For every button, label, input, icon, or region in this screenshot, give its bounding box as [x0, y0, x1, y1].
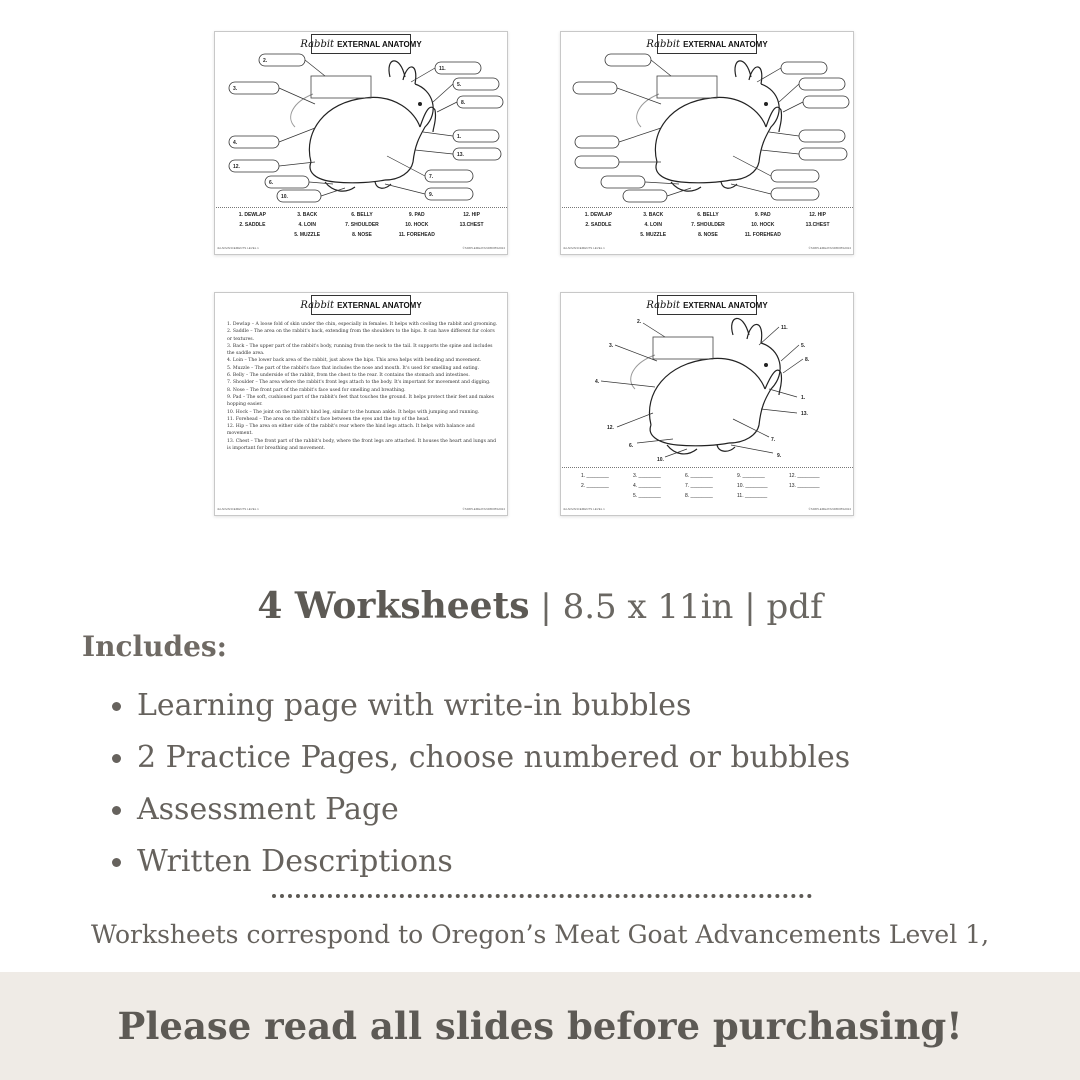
svg-text:12.: 12.: [233, 164, 240, 170]
svg-text:3.: 3.: [609, 343, 614, 349]
sheet-title: Rabbit EXTERNAL ANATOMY: [657, 34, 757, 54]
worksheet-preview-learning: [214, 31, 508, 255]
sheet-footer: 4H ADVANCEMENTS LEVEL 1 ©SIMPLEMEATANDBOBS2024: [563, 246, 851, 250]
includes-list: [112, 680, 850, 888]
cut-line: [560, 207, 854, 208]
svg-text:1.: 1.: [801, 395, 806, 401]
svg-text:4.: 4.: [595, 379, 600, 385]
svg-text:7.: 7.: [771, 437, 776, 443]
includes-heading: Includes:: [82, 630, 227, 663]
svg-text:11.: 11.: [439, 66, 446, 72]
svg-text:12.: 12.: [607, 425, 614, 431]
list-item: Written Descriptions: [112, 836, 850, 888]
answer-blanks: 1. ________ 3. ________ 6. ________ 9. ________ 12. ________ 2. ________ 4. ________ 7. ________ 10. ________ 13. ________ 5. ________ 8. ________ 11. ________: [581, 473, 820, 499]
word-bank: 1. DEWLAP 3. BACK 6. BELLY 9. PAD 12. HIP 2. SADDLE 4. LOIN 7. SHOULDER 10. HOCK 13.CHEST 5. MUZZLE 8. NOSE 11. FOREHEAD: [238, 212, 484, 238]
worksheet-preview-assessment: [560, 292, 854, 516]
worksheet-preview-practice: [560, 31, 854, 255]
svg-text:9.: 9.: [429, 192, 434, 198]
dotted-divider: [272, 894, 812, 898]
svg-text:4.: 4.: [233, 140, 238, 146]
sheet-footer: 4H ADVANCEMENTS LEVEL 1 ©SIMPLEMEATANDBOBS2024: [217, 246, 505, 250]
sheet-footer: 4H ADVANCEMENTS LEVEL 1 ©SIMPLEMEATANDBOBS2024: [563, 507, 851, 511]
label-2: 2.: [263, 58, 268, 64]
list-item: Assessment Page: [112, 784, 850, 836]
bullet-icon: [112, 754, 121, 763]
svg-text:11.: 11.: [781, 325, 788, 331]
svg-text:6.: 6.: [629, 443, 634, 449]
bottom-banner: [0, 972, 1080, 1080]
product-headline: 4 Worksheets | 8.5 x 11in | pdf: [257, 585, 823, 627]
svg-text:10.: 10.: [281, 194, 288, 200]
sheet-title: Rabbit EXTERNAL ANATOMY: [657, 295, 757, 315]
correspondence-note: Worksheets correspond to Oregon’s Meat Goat Advancements Level 1,: [90, 920, 990, 949]
svg-text:10.: 10.: [657, 457, 664, 463]
bullet-icon: [112, 858, 121, 867]
svg-text:8.: 8.: [461, 100, 466, 106]
list-item: 2 Practice Pages, choose numbered or bubbles: [112, 732, 850, 784]
sheet-title: Rabbit EXTERNAL ANATOMY: [311, 34, 411, 54]
svg-text:6.: 6.: [269, 180, 274, 186]
banner-text: Please read all slides before purchasing!: [117, 1004, 963, 1048]
svg-text:9.: 9.: [777, 453, 782, 459]
worksheet-preview-descriptions: [214, 292, 508, 516]
sheet-title: Rabbit EXTERNAL ANATOMY: [311, 295, 411, 315]
svg-text:13.: 13.: [801, 411, 808, 417]
cut-line: [560, 467, 854, 468]
cut-line: [214, 207, 508, 208]
svg-text:5.: 5.: [801, 343, 806, 349]
svg-text:8.: 8.: [805, 357, 810, 363]
sheet-footer: 4H ADVANCEMENTS LEVEL 1 ©SIMPLEMEATANDBOBS2024: [217, 507, 505, 511]
svg-text:2.: 2.: [637, 319, 642, 325]
description-list: 1. Dewlap – A loose fold of skin under the chin, especially in females. It helps with cooling the rabbit and grooming. 2. Saddle – The area on the rabbit's back, extending from the shoulders to the hips. It can have different fur colors or textures. 3. Back – The upper part of the rabbit's body, running from the neck to the tail. It supports the spine and includes the saddle area. 4. Loin – The lower back area of the rabbit, just above the hips. This area helps with bending and movement. 5. Muzzle – The part of the rabbit's face that includes the nose and mouth. It's used for smelling and eating. 6. Belly – The underside of the rabbit, from the chest to the rear. It contains the stomach and intestines. 7. Shoulder – The area where the rabbit's front legs attach to the body. It's important for movement and digging. 8. Nose – The front part of the rabbit's face used for smelling and breathing. 9. Pad – The soft, cushioned part of the rabbit's feet that touches the ground. It helps protect their feet and makes hopping easier. 10. Hock – The joint on the rabbit's hind leg, similar to the human ankle. It helps with jumping and running. 11. Forehead – The area on the rabbit's face between the eyes and the top of the head. 12. Hip – The area on either side of the rabbit's rear where the hind legs attach. It helps with balance and movement. 13. Chest – The front part of the rabbit's body, where the front legs are attached. It houses the heart and lungs and is important for breathing and movement.: [227, 322, 498, 452]
svg-text:13.: 13.: [457, 152, 464, 158]
word-bank: 1. DEWLAP 3. BACK 6. BELLY 9. PAD 12. HIP 2. SADDLE 4. LOIN 7. SHOULDER 10. HOCK 13.CHEST 5. MUZZLE 8. NOSE 11. FOREHEAD: [584, 212, 830, 238]
bullet-icon: [112, 806, 121, 815]
list-item: Learning page with write-in bubbles: [112, 680, 850, 732]
bullet-icon: [112, 702, 121, 711]
svg-text:5.: 5.: [457, 82, 462, 88]
svg-text:7.: 7.: [429, 174, 434, 180]
svg-text:1.: 1.: [457, 134, 462, 140]
svg-text:3.: 3.: [233, 86, 238, 92]
